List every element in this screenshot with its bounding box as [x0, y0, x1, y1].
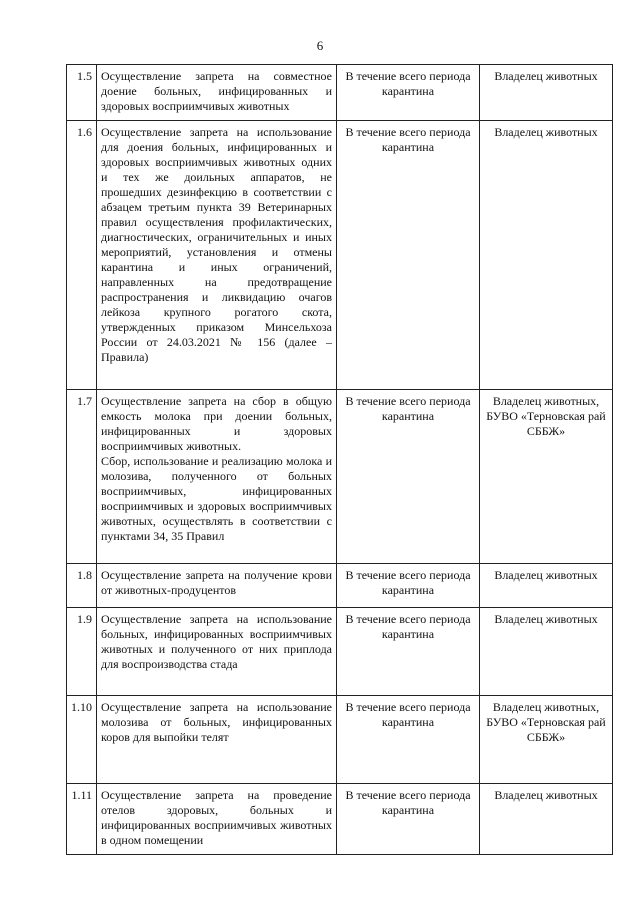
row-responsible: Владелец животных: [480, 564, 613, 608]
row-term: В течение всего периода карантина: [337, 390, 480, 564]
action-paragraph: Осуществление запрета на получение крови от животных-продуцентов: [101, 568, 332, 597]
row-number: 1.11: [67, 784, 97, 855]
action-paragraph: Осуществление запрета на сбор в общую емкость молока при доении больных, инфицированных и здоровых восприимчивых животных.: [101, 394, 332, 453]
table-row: [67, 696, 613, 784]
row-term: В течение всего периода карантина: [337, 65, 480, 121]
table-row: [67, 608, 613, 696]
row-term: В течение всего периода карантина: [337, 564, 480, 608]
row-action: [97, 608, 337, 696]
row-term: В течение всего периода карантина: [337, 121, 480, 390]
row-term: В течение всего периода карантина: [337, 608, 480, 696]
row-responsible: Владелец животных: [480, 65, 613, 121]
row-term: В течение всего периода карантина: [337, 696, 480, 784]
row-number: 1.7: [67, 390, 97, 564]
measures-table-body: [67, 65, 613, 855]
action-paragraph: Осуществление запрета на использование для доения больных, инфицированных и здоровых восприимчивых животных одних и тех же доильных аппаратов, не прошедших дезинфекцию в соответствии с абзацем третьим пункта 39 Ветеринарных правил осуществления профилактических, диагностических, ограничительных и иных мероприятий, установления и отмены карантина и иных ограничений, направленных на предотвращение распространения и ликвидацию очагов лейкоза крупного рогатого скота, утвержденных приказом Минсельхоза России от 24.03.2021 № 156 (далее – Правила): [101, 125, 332, 364]
row-number: 1.9: [67, 608, 97, 696]
action-paragraph: Осуществление запрета на совместное доение больных, инфицированных и здоровых восприимчивых животных: [101, 69, 332, 113]
action-paragraph: Осуществление запрета на проведение отелов здоровых, больных и инфицированных восприимчивых животных в одном помещении: [101, 788, 332, 847]
table-row: [67, 390, 613, 564]
row-responsible: Владелец животных, БУВО «Терновская рай СББЖ»: [480, 696, 613, 784]
measures-table: [66, 64, 613, 855]
table-row: [67, 564, 613, 608]
row-action: [97, 564, 337, 608]
row-number: 1.6: [67, 121, 97, 390]
action-paragraph: Осуществление запрета на использование молозива от больных, инфицированных коров для выпойки телят: [101, 700, 332, 744]
row-responsible: Владелец животных: [480, 608, 613, 696]
action-paragraph: Осуществление запрета на использование больных, инфицированных восприимчивых животных и полученного от них приплода для воспроизводства стада: [101, 612, 332, 671]
row-responsible: Владелец животных: [480, 784, 613, 855]
row-action: [97, 784, 337, 855]
table-row: [67, 784, 613, 855]
row-action: [97, 696, 337, 784]
row-term: В течение всего периода карантина: [337, 784, 480, 855]
row-action: [97, 121, 337, 390]
row-number: 1.5: [67, 65, 97, 121]
row-action: [97, 390, 337, 564]
row-action: [97, 65, 337, 121]
page-number: 6: [316, 38, 324, 53]
row-responsible: Владелец животных, БУВО «Терновская рай СББЖ»: [480, 390, 613, 564]
row-number: 1.8: [67, 564, 97, 608]
row-number: 1.10: [67, 696, 97, 784]
action-paragraph: Сбор, использование и реализацию молока и молозива, полученного от больных восприимчивых, инфицированных восприимчивых и здоровых восприимчивых животных, осуществлять в соответствии с пунктами 34, 35 Правил: [101, 454, 332, 543]
table-row: [67, 65, 613, 121]
table-row: [67, 121, 613, 390]
row-responsible: Владелец животных: [480, 121, 613, 390]
